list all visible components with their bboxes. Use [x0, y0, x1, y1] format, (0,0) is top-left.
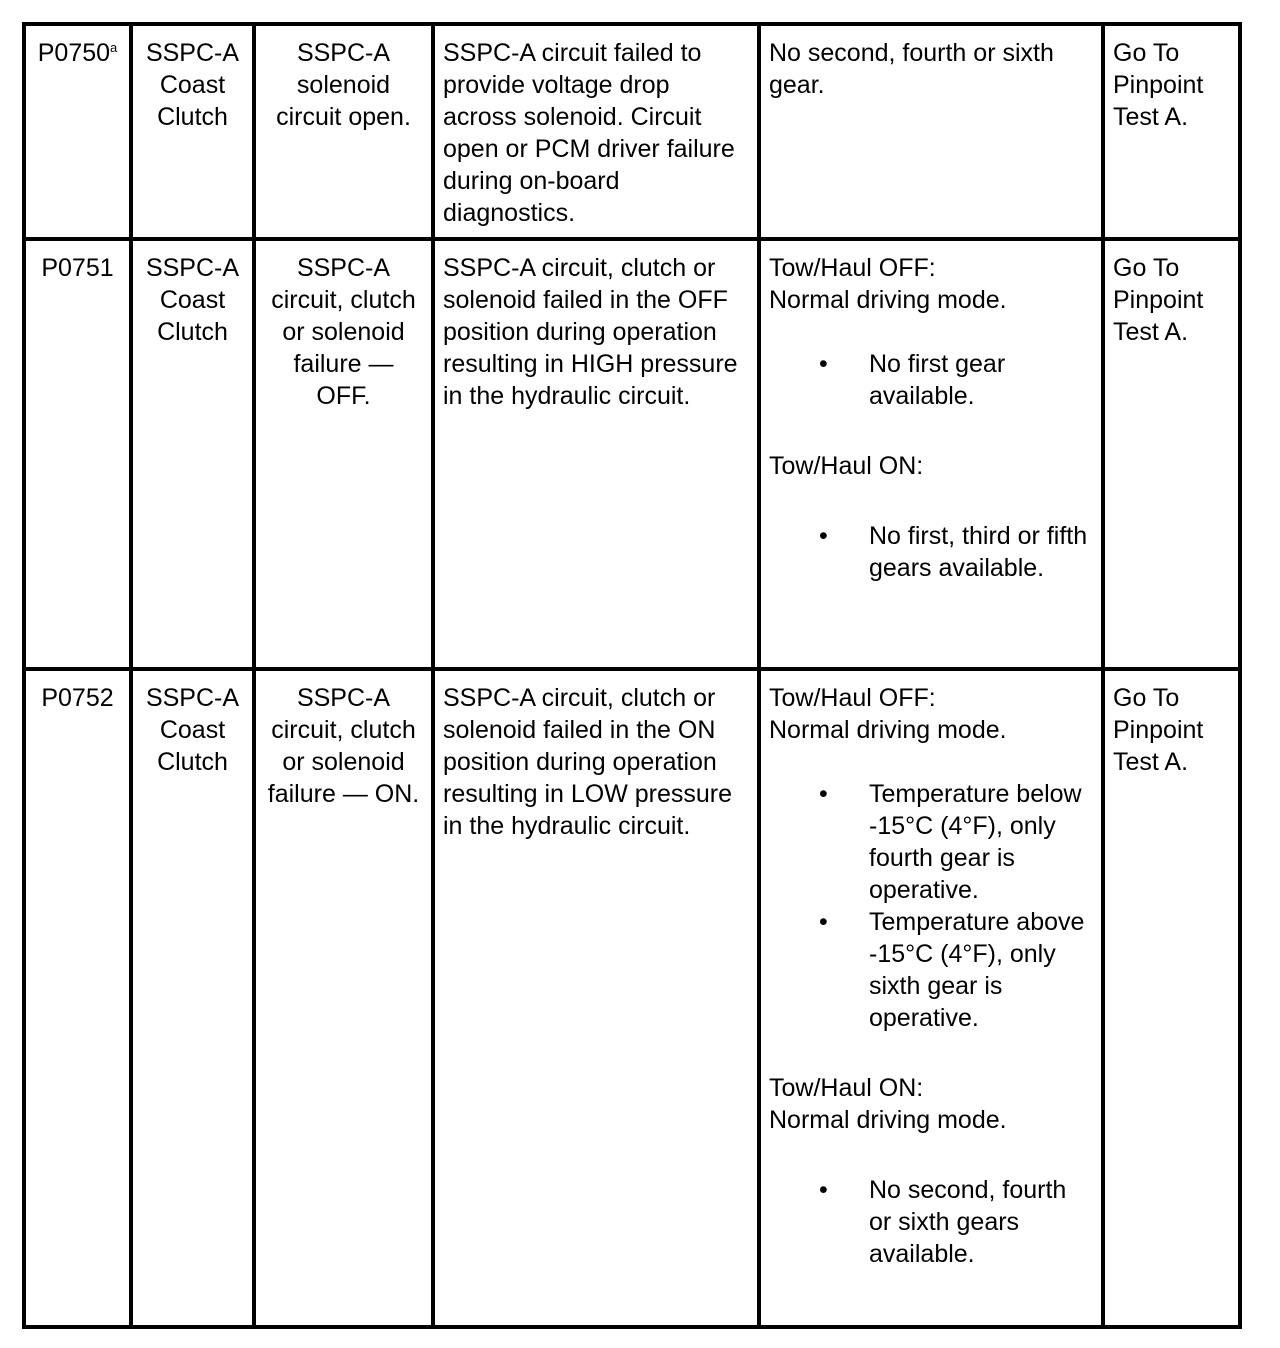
symptom-list	[769, 520, 1093, 584]
condition-cell: SSPC-A circuit failed to provide voltage drop across solenoid. Circuit open or PCM driver failure during on-board diagnostics.	[433, 24, 759, 239]
driving-mode-text: Normal driving mode.	[769, 286, 1007, 314]
dtc-code: P0750	[37, 39, 111, 67]
list-item: • Temperature below -15°C (4°F), only fourth gear is operative.	[769, 778, 1093, 906]
list-item: • No first, third or fifth gears available.	[769, 520, 1093, 584]
description-cell: SSPC-A circuit, clutch or solenoid failure — ON.	[254, 669, 433, 1327]
symptom-list	[769, 778, 1093, 1034]
action-cell: Go To Pinpoint Test A.	[1103, 24, 1240, 239]
table-row	[24, 239, 1240, 669]
description-cell: SSPC-A solenoid circuit open.	[254, 24, 433, 239]
component-cell: SSPC-A Coast Clutch	[131, 24, 254, 239]
condition-cell: SSPC-A circuit, clutch or solenoid failed in the OFF position during operation resulting in HIGH pressure in the hydraulic circuit.	[433, 239, 759, 669]
symptom-cell: No second, fourth or sixth gear.	[759, 24, 1103, 239]
driving-mode-text: Normal driving mode.	[769, 1106, 1007, 1134]
action-cell: Go To Pinpoint Test A.	[1103, 239, 1240, 669]
list-item: • No second, fourth or sixth gears available.	[769, 1174, 1093, 1270]
dtc-code-cell: P0751	[24, 239, 131, 669]
table-row	[24, 669, 1240, 1327]
list-item: • Temperature above -15°C (4°F), only sixth gear is operative.	[769, 906, 1093, 1034]
component-cell: SSPC-A Coast Clutch	[131, 239, 254, 669]
dtc-code-cell	[24, 24, 131, 239]
symptom-list	[769, 348, 1093, 412]
symptom-cell	[759, 239, 1103, 669]
description-cell: SSPC-A circuit, clutch or solenoid failure — OFF.	[254, 239, 433, 669]
list-item: • No first gear available.	[769, 348, 1093, 412]
component-cell: SSPC-A Coast Clutch	[131, 669, 254, 1327]
driving-mode-text: Normal driving mode.	[769, 716, 1007, 744]
symptom-cell	[759, 669, 1103, 1327]
dtc-code-cell: P0752	[24, 669, 131, 1327]
footnote-marker: a	[110, 40, 118, 55]
table-row	[24, 24, 1240, 239]
symptom-list	[769, 1174, 1093, 1270]
tow-haul-on-heading: Tow/Haul ON:	[769, 1074, 924, 1102]
tow-haul-off-heading: Tow/Haul OFF:	[769, 254, 936, 282]
tow-haul-on-heading: Tow/Haul ON:	[769, 452, 924, 480]
action-cell: Go To Pinpoint Test A.	[1103, 669, 1240, 1327]
condition-cell: SSPC-A circuit, clutch or solenoid failed in the ON position during operation resulting in LOW pressure in the hydraulic circuit.	[433, 669, 759, 1327]
tow-haul-off-heading: Tow/Haul OFF:	[769, 684, 936, 712]
dtc-table	[22, 22, 1242, 1329]
